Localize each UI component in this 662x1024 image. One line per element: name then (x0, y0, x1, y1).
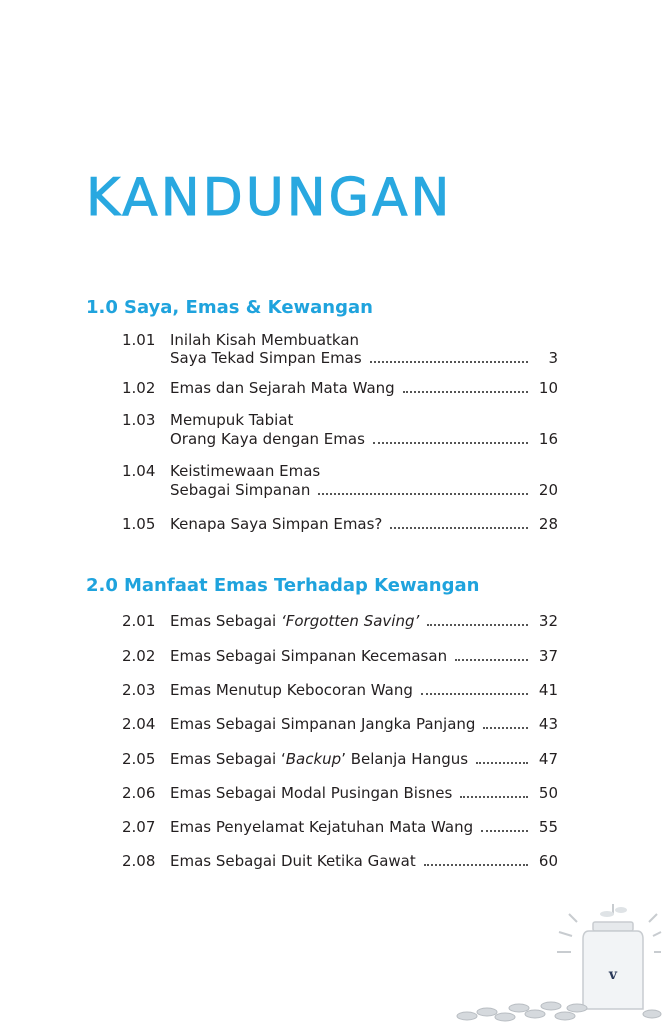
entry-title: Emas Menutup Kebocoran Wang (170, 681, 413, 699)
entry-number: 1.03 (122, 411, 156, 429)
entry-title: Emas Penyelamat Kejatuhan Mata Wang (170, 818, 474, 836)
entry-title (170, 750, 468, 768)
entry-page: 20 (538, 481, 558, 499)
dot-leader (483, 715, 528, 729)
entry-page: 16 (538, 430, 558, 448)
dot-leader (373, 430, 528, 444)
entry-title-prefix: Emas Sebagai ‘ (170, 750, 286, 768)
section-title: Saya, Emas & Kewangan (124, 297, 373, 318)
dot-leader (460, 784, 528, 798)
toc-entry[interactable] (122, 462, 558, 498)
toc-entry[interactable] (122, 681, 558, 699)
section-title: Manfaat Emas Terhadap Kewangan (124, 575, 480, 596)
entry-page: 55 (538, 818, 558, 836)
section-heading-1 (86, 297, 373, 318)
entry-number: 2.05 (122, 750, 156, 768)
page-number: v (608, 967, 618, 983)
entry-page: 3 (548, 349, 558, 367)
toc-entry[interactable] (122, 331, 558, 367)
dot-leader (481, 818, 528, 832)
entry-page: 50 (538, 784, 558, 802)
toc-entry[interactable] (122, 647, 558, 665)
entry-title: Emas Sebagai Simpanan Jangka Panjang (170, 715, 476, 733)
entry-page: 41 (538, 681, 558, 699)
dot-leader (476, 750, 528, 764)
entry-title-suffix: ’ Belanja Hangus (341, 750, 469, 768)
coin-jar-illustration (447, 904, 662, 1024)
dot-leader (427, 612, 528, 626)
toc-entry[interactable] (122, 715, 558, 733)
dot-leader (318, 481, 528, 495)
section-heading-2 (86, 575, 479, 596)
entry-number: 2.06 (122, 784, 156, 802)
entry-number: 1.02 (122, 379, 156, 397)
toc-entry[interactable] (122, 750, 558, 768)
entry-title-line2: Saya Tekad Simpan Emas (170, 349, 362, 367)
entry-page: 37 (538, 647, 558, 665)
entry-page: 43 (538, 715, 558, 733)
entry-title-line1: Keistimewaan Emas (170, 462, 321, 480)
entry-title-line1: Memupuk Tabiat (170, 411, 294, 429)
entry-page: 47 (538, 750, 558, 768)
entry-title-line2: Orang Kaya dengan Emas (170, 430, 365, 448)
entry-number: 1.01 (122, 331, 156, 349)
entry-page: 60 (538, 852, 558, 870)
toc-entry[interactable] (122, 784, 558, 802)
toc-entry[interactable] (122, 411, 558, 447)
page-title: KANDUNGAN (86, 168, 453, 228)
entry-number: 1.05 (122, 515, 156, 533)
toc-entry[interactable] (122, 515, 558, 533)
entry-title: Emas Sebagai Duit Ketika Gawat (170, 852, 416, 870)
section-number: 2.0 (86, 575, 118, 596)
entry-title: Emas Sebagai Modal Pusingan Bisnes (170, 784, 453, 802)
entry-title-line1: Inilah Kisah Membuatkan (170, 331, 360, 349)
entry-title: Emas dan Sejarah Mata Wang (170, 379, 395, 397)
entry-number: 2.03 (122, 681, 156, 699)
entry-number: 2.01 (122, 612, 156, 630)
toc-entry[interactable] (122, 818, 558, 836)
entry-number: 1.04 (122, 462, 156, 480)
dot-leader (424, 852, 528, 866)
toc-entry[interactable] (122, 852, 558, 870)
entry-number: 2.04 (122, 715, 156, 733)
section-number: 1.0 (86, 297, 118, 318)
entry-number: 2.08 (122, 852, 156, 870)
entry-title (170, 612, 419, 630)
entry-number: 2.07 (122, 818, 156, 836)
dot-leader (421, 681, 528, 695)
entry-title: Kenapa Saya Simpan Emas? (170, 515, 383, 533)
entry-page: 28 (538, 515, 558, 533)
entry-title-italic: ‘Forgotten Saving’ (280, 612, 420, 630)
entry-title: Emas Sebagai Simpanan Kecemasan (170, 647, 448, 665)
entry-number: 2.02 (122, 647, 156, 665)
entry-title-italic: Backup (285, 750, 342, 768)
dot-leader (403, 379, 528, 393)
dot-leader (390, 515, 528, 529)
dot-leader (455, 647, 528, 661)
entry-page: 32 (538, 612, 558, 630)
entry-title-line2: Sebagai Simpanan (170, 481, 311, 499)
entry-page: 10 (538, 379, 558, 397)
dot-leader (370, 349, 528, 363)
entry-title-prefix: Emas Sebagai (170, 612, 281, 630)
toc-entry[interactable] (122, 379, 558, 397)
toc-entry[interactable] (122, 612, 558, 630)
